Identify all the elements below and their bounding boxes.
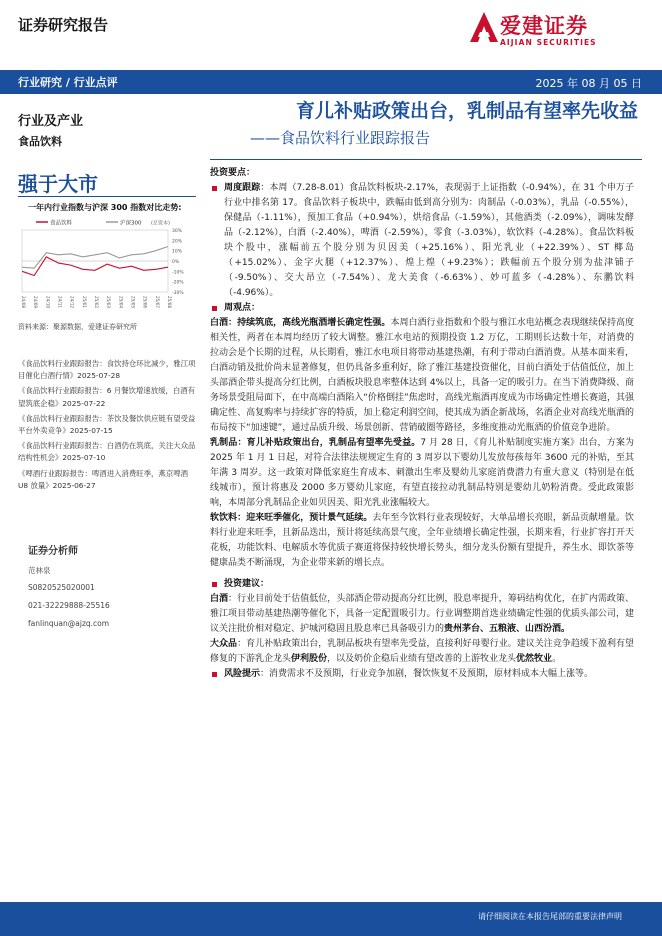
x-tick-label: 25/02: [94, 296, 99, 309]
industry-name: 食品饮料: [18, 135, 62, 148]
related-report-item[interactable]: 《食品饮料行业跟踪报告：白酒仍在筑底，关注大众品结构性机会》2025-07-10: [18, 441, 196, 463]
report-date: 2025 年 08 月 05 日: [535, 77, 642, 90]
report-body: [210, 166, 634, 682]
x-tick-label: 25/04: [118, 296, 124, 309]
baijiu-text: 本周白酒行业指数和个股与雅江水电站概念表现继续保持高度相关性，两者在本周均经历了较大调整。雅江水电站的预期投资 1.2 万亿，工期则长达数十年，对消费的拉动会是个长期的过程，从长期看，雅江水电项目将带动基建热潮，有利于带动白酒消费。从基本面来看，白酒动销及批价尚未显著修复，但仍具备多重利好，除了雅江基建投资催化，目前白酒处于估值低位，加上头部酒企带头提高分红比例，白酒板块股息率整体达到 4%以上，具备一定的吸引力。在当下消费降级、商务场景受阻局面下，在中高端白酒陷入“价格倒挂”焦虑时，高线光瓶酒再度成为市场确定性增长赛道，其强确定性、高复购率与持续扩容的特质，加上稳定利润空间，使其成为酒企新战场，名酒企业对高线光瓶酒的布局按下“加速键”，通过品质升级、场景创新、营销破圈等路径，多维度推动光瓶酒的价值竞争进阶。: [210, 318, 634, 433]
legend-series-2: 沪深300: [120, 220, 142, 227]
y-tick-label: -30%: [172, 291, 184, 296]
x-tick-label: 25/07: [154, 296, 160, 309]
adv-mass-text2: ，以及奶价企稳后业绩有望改善的上游牧业龙头: [327, 654, 517, 664]
category-bar: [0, 70, 662, 94]
softdrink-view: [210, 511, 634, 571]
logo-text-en: AIJIAN SECURITIES: [500, 38, 597, 47]
adv-baijiu-head: 白酒: [210, 594, 229, 604]
risk-head: 风险提示: [224, 669, 261, 679]
adv-mass-head: 大众品: [210, 639, 238, 649]
dairy-text: 7 月 28 日，《育儿补贴制度实施方案》出台，方案为 2025 年 1 月 1 日起，对符合法律法规规定生育的 3 周岁以下婴幼儿发放每孩每年 3600 元的补贴，至其年满 3 周岁。这一政策对降低家庭生育成本、刺激出生率及婴幼儿家庭消费潜力有重大意义（特别是在低线城市），预计将惠及 2000 多万婴幼儿家庭，有望直接拉动乳制品特别是婴幼儿奶粉消费。受此政策影响，本周部分乳制品企业如贝因美、阳光乳业涨幅较大。: [210, 438, 634, 508]
risk-text: ：消费需求不及预期，行业竞争加剧，餐饮恢复不及预期，原材料成本大幅上涨等。: [260, 669, 594, 679]
adv-mass-pick1: 伊利股份: [291, 654, 328, 664]
advice-baijiu: [210, 592, 634, 637]
dairy-head: 乳制品：育儿补贴政策出台，乳制品有望率先受益。: [210, 438, 421, 448]
baijiu-view: [210, 316, 634, 436]
related-report-item[interactable]: 《食品饮料行业跟踪报告：6 月餐饮增速放缓，白酒有望筑底企稳》2025-07-22: [18, 386, 196, 408]
y-tick-label: 0%: [172, 260, 180, 265]
related-reports: [18, 358, 198, 495]
industry-label: 行业及产业: [18, 114, 84, 129]
chart-legend: [36, 219, 170, 227]
advice-mass: [210, 637, 634, 667]
legend-series-1: 食品饮料: [50, 220, 73, 227]
weekly-head: 周度跟踪: [224, 183, 261, 193]
y-tick-label: 10%: [172, 249, 183, 255]
points-heading: 投资要点：: [210, 168, 256, 178]
weekly-tracking: [210, 181, 634, 301]
legal-notice: 请仔细阅读在本报告尾部的重要法律声明: [478, 912, 622, 921]
analyst-name: 范林泉: [28, 566, 51, 575]
softdrink-text: 去年至今饮料行业表现较好，大单品增长亮眼，新品贡献增量。饮料行业迎来旺季，且新品迭出，预计将延续高景气度，全年业绩增长确定性强，长期来看，行业扩容打开天花板，功能饮料、电解质水等优质子赛道将保持较快增长势头，细分龙头份额有望提升，养生水、即饮茶等健康品类不断涌现，为企业带来新的增长点。: [210, 513, 634, 568]
company-logo: [470, 8, 650, 52]
adv-baijiu-text: ：行业目前处于估值低位，头部酒企带动提高分红比例，股息率提升，筹码结构优化，在扩内需政策、雅江项目带动基建热潮等催化下，具备一定配置吸引力。行业调整期首选业绩确定性强的优质头部公司，建议关注批价相对稳定、护城河稳固且股息率已具备吸引力的: [210, 594, 634, 634]
logo-mark-icon: [470, 12, 498, 42]
risk-warning: [210, 667, 634, 682]
chart-title: 一年内行业指数与沪深 300 指数对比走势:: [28, 203, 182, 212]
adv-baijiu-picks: 贵州茅台、五粮液、山西汾酒。: [444, 624, 571, 634]
page-subtitle: ——食品饮料行业跟踪报告: [249, 129, 430, 147]
baijiu-head: 白酒：持续筑底，高线光瓶酒增长确定性强。: [210, 318, 391, 328]
adv-mass-text: ：育儿补贴政策出台，乳制品板块有望率先受益，直接利好母婴行业。建议关注竞争趋缓下盈利有望修复的下游乳企龙头: [210, 639, 634, 664]
y-tick-label: -20%: [172, 280, 184, 286]
footer-bar: [0, 902, 662, 936]
rating: 强于大市: [18, 172, 98, 196]
x-tick-label: 25/08: [167, 296, 172, 309]
analyst-heading: 证券分析师: [28, 546, 78, 557]
x-tick-label: 24/11: [57, 296, 63, 309]
chart-source: 资料来源：聚源数据，爱建证券研究所: [18, 323, 137, 331]
index-comparison-chart: [18, 216, 198, 320]
advice-heading: 投资建议：: [210, 577, 634, 592]
x-tick-label: 24/09: [33, 296, 39, 309]
x-tick-label: 25/06: [142, 296, 148, 309]
x-tick-label: 25/03: [106, 296, 112, 309]
legend-extra: (总资本): [151, 220, 170, 227]
adv-mass-pick2: 优然牧业: [516, 654, 553, 664]
x-tick-label: 25/01: [81, 296, 87, 309]
analyst-license: S0820525020001: [28, 583, 95, 592]
adv-mass-end: 。: [552, 654, 562, 664]
divider: [210, 159, 642, 160]
analyst-email[interactable]: fanlinquan@ajzq.com: [28, 619, 110, 628]
y-tick-label: 20%: [172, 239, 183, 245]
weekly-text: ：本周（7.28-8.01）食品饮料板块-2.17%，表现弱于上证指数（-0.94%），在 31 个申万子行业中排名第 17。食品饮料子板块中，跌幅由低到高分别为：肉制品（-0.03%），乳品（-0.55%），保健品（-1.11%），预加工食品（+0.94%），烘焙食品（-1.59%），其他酒类（-2.09%），调味发酵品（-2.12%），白酒（-2.40%），啤酒（-2.59%），零食（-3.03%），软饮料（-4.28%）。食品饮料板块个股中，涨幅前五个股分别为贝因美（+25.16%）、阳光乳业（+22.39%）、ST 椰岛（+15.02%）、金字火腿（+12.37%）、煌上煌（+9.23%）；跌幅前五个股分别为盐津铺子（-9.50%）、交大昂立（-7.54%）、龙大美食（-6.63%）、妙可蓝多（-4.28%）、东鹏饮料（-4.96%）。: [224, 183, 634, 298]
series-line-2: [22, 247, 168, 269]
y-tick-label: -10%: [172, 270, 184, 276]
y-tick-label: 30%: [172, 229, 183, 234]
x-tick-label: 24/12: [69, 296, 75, 309]
view-heading: 周观点：: [210, 301, 634, 316]
related-report-item[interactable]: 《食品饮料行业跟踪报告：食饮持仓环比减少，雅江项目催化白酒行情》2025-07-28: [18, 359, 196, 381]
x-tick-label: 24/08: [21, 296, 26, 309]
logo-text-cn: 爱建证券: [500, 14, 588, 38]
dairy-view: [210, 436, 634, 511]
analyst-phone: 021-32229888-25516: [28, 601, 110, 610]
page-title: 育儿补贴政策出台，乳制品有望率先收益: [295, 100, 638, 122]
softdrink-head: 软饮料：迎来旺季催化，预计景气延续。: [210, 513, 373, 523]
x-tick-label: 25/05: [130, 296, 136, 309]
divider: [18, 196, 196, 197]
x-tick-label: 24/10: [45, 296, 51, 309]
related-report-item[interactable]: 《食品饮料行业跟踪报告：茶饮及餐饮供应链有望受益平台外卖竞争》2025-07-15: [18, 413, 196, 436]
report-type: 证券研究报告: [18, 16, 109, 34]
related-report-item[interactable]: 《啤酒行业跟踪报告：啤酒进入消费旺季，燕京啤酒 U8 放量》2025-06-27: [18, 468, 188, 490]
report-category: 行业研究 / 行业点评: [18, 76, 118, 89]
series-line-1: [22, 257, 168, 276]
